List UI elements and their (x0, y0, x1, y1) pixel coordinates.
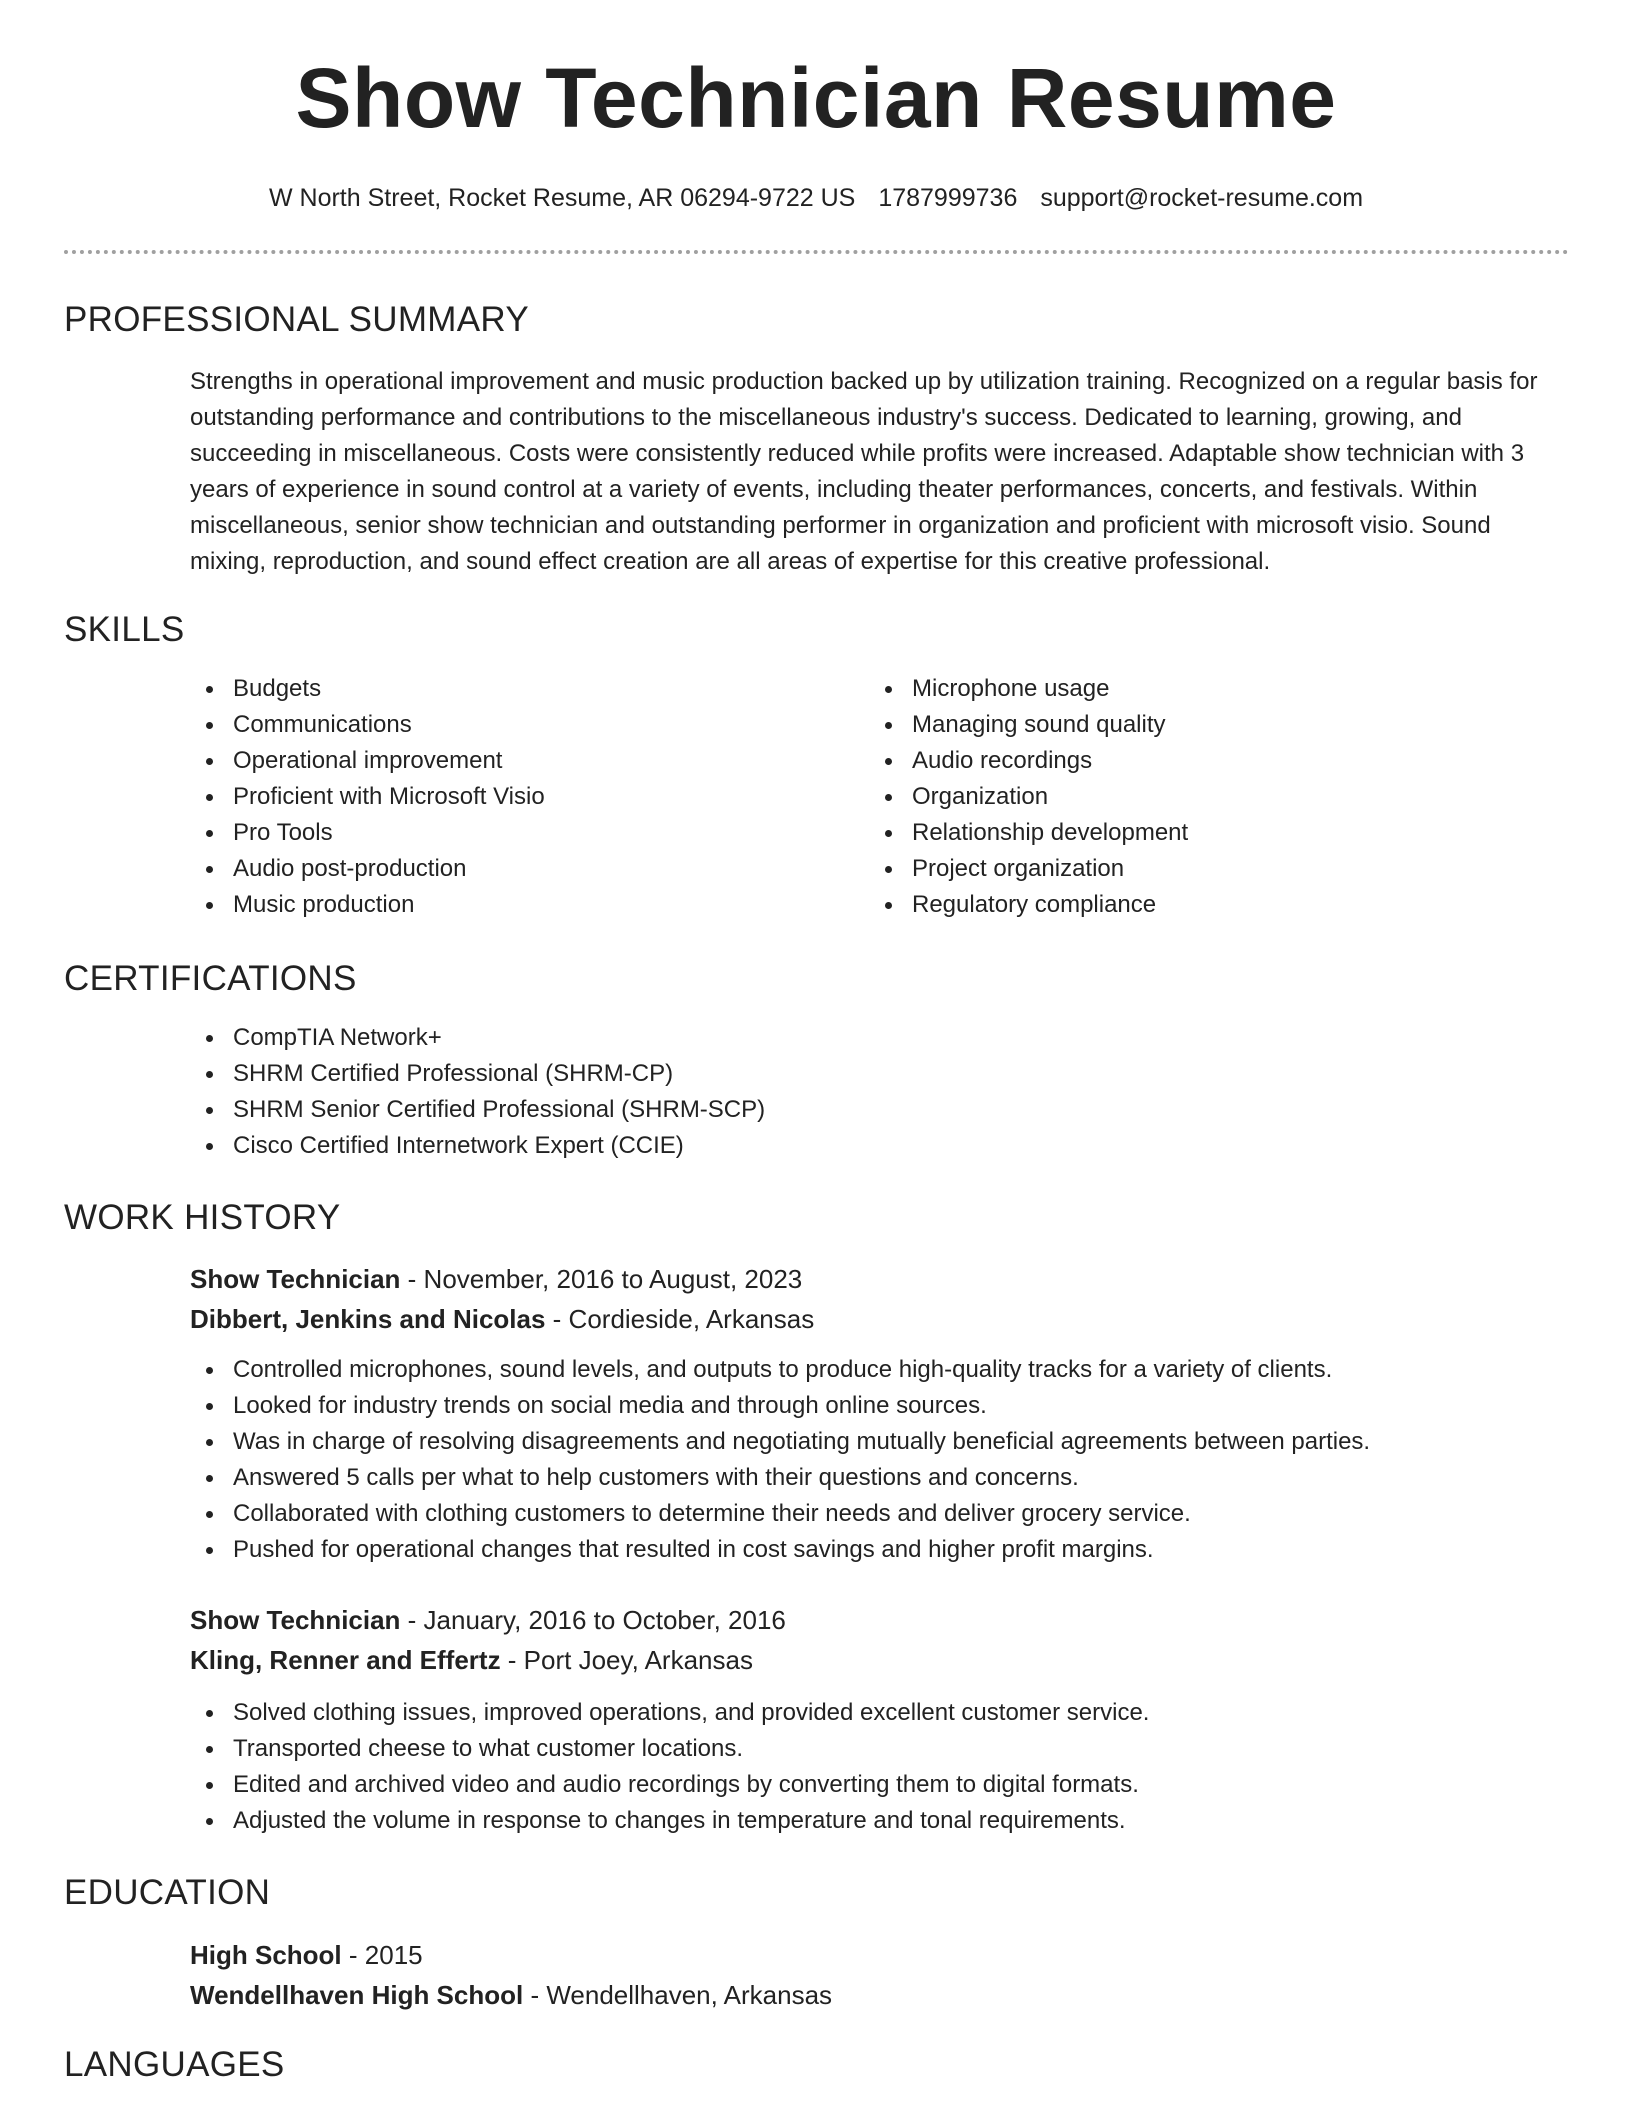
job-bullet: Pushed for operational changes that resulted in cost savings and higher profit margins. (190, 1532, 1570, 1568)
education-section (64, 1875, 1569, 1910)
education-location: - Wendellhaven, Arkansas (523, 1980, 833, 2010)
education-school: Wendellhaven High School (190, 1980, 524, 2010)
job-bullet: Solved clothing issues, improved operations, and provided excellent customer service. (190, 1695, 1570, 1731)
skill-item: Audio post-production (190, 851, 850, 887)
skill-item: Music production (190, 887, 850, 923)
job-bullet: Controlled microphones, sound levels, and outputs to produce high-quality tracks for a variety of clients. (190, 1352, 1570, 1388)
skills-list-left (190, 671, 850, 923)
header-divider (64, 250, 1569, 254)
languages-section (64, 2047, 1569, 2082)
work-heading: WORK HISTORY (64, 1198, 341, 1237)
job-bullet: Answered 5 calls per what to help customers with their questions and concerns. (190, 1460, 1570, 1496)
job-dates: - January, 2016 to October, 2016 (400, 1605, 786, 1635)
certification-item: CompTIA Network+ (190, 1020, 1570, 1056)
certification-item: SHRM Senior Certified Professional (SHRM-SCP) (190, 1092, 1570, 1128)
skill-item: Operational improvement (190, 743, 850, 779)
languages-heading: LANGUAGES (64, 2045, 285, 2084)
contact-email: support@rocket-resume.com (1040, 184, 1364, 212)
job-company: Kling, Renner and Effertz (190, 1645, 501, 1675)
resume-title: Show Technician Resume (295, 51, 1337, 145)
skill-item: Budgets (190, 671, 850, 707)
contact-line (0, 183, 1632, 213)
education-school-line (190, 1975, 832, 2015)
job-location: - Port Joey, Arkansas (500, 1645, 753, 1675)
job-2-header (190, 1600, 786, 1680)
skill-item: Relationship development (869, 815, 1529, 851)
job-dates: - November, 2016 to August, 2023 (400, 1264, 803, 1294)
certifications-heading: CERTIFICATIONS (64, 959, 357, 998)
job-title-line (190, 1600, 786, 1640)
job-title: Show Technician (190, 1264, 401, 1294)
education-degree: High School (190, 1940, 342, 1970)
education-heading: EDUCATION (64, 1873, 271, 1912)
job-bullet: Collaborated with clothing customers to determine their needs and deliver grocery service. (190, 1496, 1570, 1532)
job-bullet: Edited and archived video and audio recordings by converting them to digital formats. (190, 1767, 1570, 1803)
skill-item: Pro Tools (190, 815, 850, 851)
job-company-line (190, 1299, 814, 1339)
job-title-line (190, 1259, 814, 1299)
contact-address: W North Street, Rocket Resume, AR 06294-9722 US (268, 184, 856, 212)
job-bullet: Was in charge of resolving disagreements and negotiating mutually beneficial agreements between parties. (190, 1424, 1570, 1460)
summary-heading: PROFESSIONAL SUMMARY (64, 300, 529, 339)
skill-item: Proficient with Microsoft Visio (190, 779, 850, 815)
skill-item: Communications (190, 707, 850, 743)
skills-heading: SKILLS (64, 610, 185, 649)
education-entry (190, 1935, 832, 2015)
job-1-bullets (190, 1352, 1570, 1568)
job-location: - Cordieside, Arkansas (545, 1304, 815, 1334)
skill-item: Regulatory compliance (869, 887, 1529, 923)
work-section (64, 1200, 1569, 1235)
job-company-line (190, 1640, 786, 1680)
skill-item: Managing sound quality (869, 707, 1529, 743)
summary-text: Strengths in operational improvement and music production backed up by utilization training. Recognized on a regular basis for outstanding performance and contributions to the miscellaneous industry's success. Dedicated to learning, growing, and succeeding in miscellaneous. Costs were consistently reduced while profits were increased. Adaptable show technician with 3 years of experience in sound control at a variety of events, including theater performances, concerts, and festivals. Within miscellaneous, senior show technician and outstanding performer in organization and proficient with microsoft visio. Sound mixing, reproduction, and sound effect creation are all areas of expertise for this creative professional. (190, 368, 1538, 575)
job-bullet: Looked for industry trends on social media and through online sources. (190, 1388, 1570, 1424)
summary-section (64, 302, 1569, 337)
education-year: - 2015 (341, 1940, 423, 1970)
job-2-bullets (190, 1695, 1570, 1839)
job-1-header (190, 1259, 814, 1339)
certifications-section (64, 961, 1569, 996)
job-company: Dibbert, Jenkins and Nicolas (190, 1304, 546, 1334)
job-bullet: Adjusted the volume in response to changes in temperature and tonal requirements. (190, 1803, 1570, 1839)
skill-item: Microphone usage (869, 671, 1529, 707)
contact-phone: 1787999736 (878, 184, 1018, 212)
skills-list-right (869, 671, 1529, 923)
skill-item: Organization (869, 779, 1529, 815)
skill-item: Project organization (869, 851, 1529, 887)
skill-item: Audio recordings (869, 743, 1529, 779)
certification-item: SHRM Certified Professional (SHRM-CP) (190, 1056, 1570, 1092)
job-title: Show Technician (190, 1605, 401, 1635)
certifications-list (190, 1020, 1570, 1164)
certification-item: Cisco Certified Internetwork Expert (CCIE) (190, 1128, 1570, 1164)
education-degree-line (190, 1935, 832, 1975)
skills-section (64, 612, 1569, 647)
job-bullet: Transported cheese to what customer locations. (190, 1731, 1570, 1767)
